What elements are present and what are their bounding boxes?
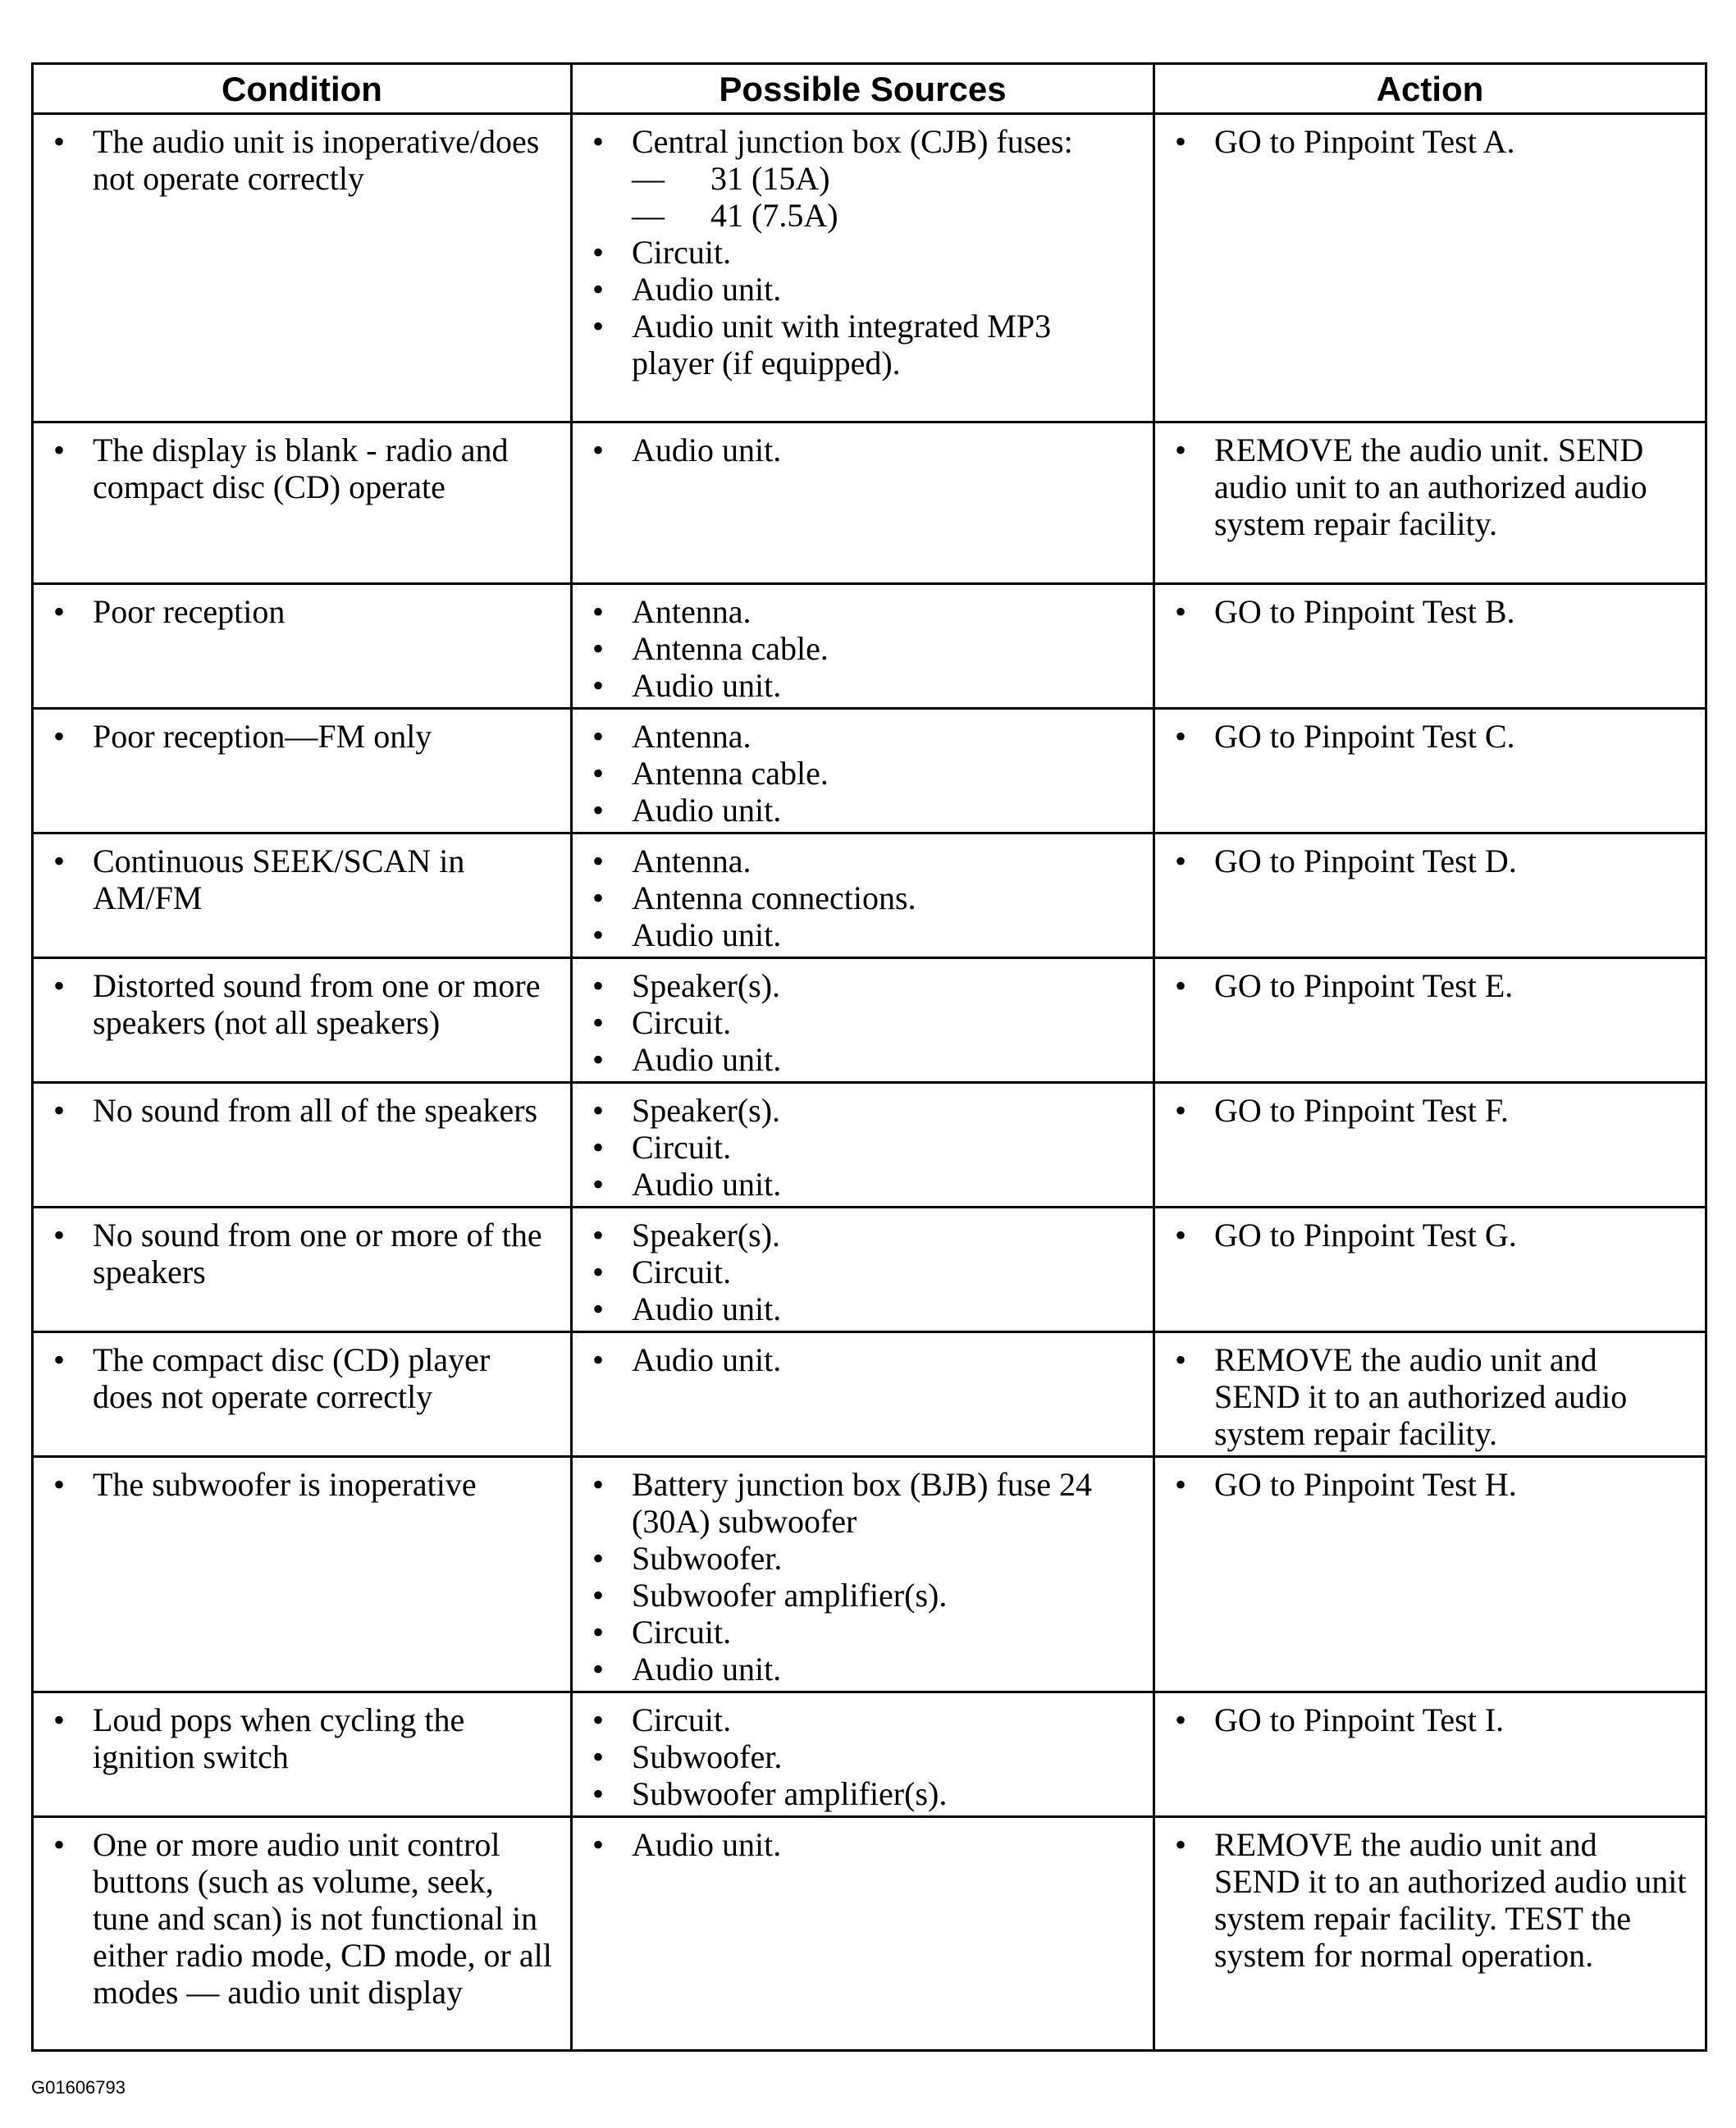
bullet-icon: •	[1175, 843, 1187, 879]
cell-possible-sources	[572, 958, 1154, 1083]
item-text: Audio unit.	[632, 271, 782, 308]
sub-item-text: 41 (7.5A)	[710, 197, 838, 234]
list-item	[1170, 843, 1690, 879]
list-item	[587, 1166, 1138, 1203]
item-text: GO to Pinpoint Test D.	[1214, 843, 1517, 879]
bullet-list	[1170, 1092, 1690, 1129]
list-item	[587, 718, 1138, 755]
bullet-list	[1170, 1826, 1690, 1974]
item-text: Subwoofer.	[632, 1540, 783, 1577]
list-item	[48, 1826, 555, 2011]
bullet-list	[48, 718, 555, 755]
bullet-list	[1170, 1341, 1690, 1452]
item-text: Audio unit.	[632, 1341, 782, 1378]
list-item	[1170, 718, 1690, 755]
bullet-list	[48, 1341, 555, 1415]
item-text: Audio unit.	[632, 792, 782, 829]
list-item	[48, 1217, 555, 1290]
bullet-icon: •	[592, 1738, 605, 1775]
list-item	[587, 271, 1138, 308]
cell-action	[1154, 958, 1706, 1083]
item-text: Antenna cable.	[632, 755, 829, 792]
bullet-icon: •	[53, 593, 66, 630]
bullet-icon: •	[1175, 1701, 1187, 1738]
bullet-icon: •	[592, 667, 605, 704]
cell-possible-sources	[572, 833, 1154, 958]
cell-condition	[33, 1083, 572, 1208]
list-item	[587, 1004, 1138, 1041]
item-text: REMOVE the audio unit. SEND audio unit to an authorized audio system repair facility.	[1214, 432, 1647, 542]
bullet-icon: •	[592, 1775, 605, 1812]
list-item	[587, 593, 1138, 630]
bullet-icon: •	[592, 1254, 605, 1290]
bullet-icon: •	[592, 1166, 605, 1203]
bullet-icon: •	[592, 123, 605, 160]
bullet-icon: •	[1175, 1341, 1187, 1378]
bullet-icon: •	[53, 1341, 66, 1378]
cell-action	[1154, 1817, 1706, 2051]
header-condition: Condition	[33, 64, 572, 114]
table-row	[33, 1457, 1706, 1692]
item-text: Audio unit.	[632, 667, 782, 704]
item-text: Antenna connections.	[632, 879, 916, 916]
list-item	[587, 1775, 1138, 1812]
list-item	[1170, 432, 1690, 542]
bullet-list	[587, 123, 1138, 381]
list-item	[48, 718, 555, 755]
sub-item	[632, 197, 1138, 234]
bullet-icon: •	[592, 1577, 605, 1614]
cell-condition	[33, 422, 572, 584]
bullet-icon: •	[592, 432, 605, 468]
list-item	[587, 667, 1138, 704]
item-text: Circuit.	[632, 1701, 732, 1738]
bullet-list	[587, 1466, 1138, 1687]
list-item	[587, 792, 1138, 829]
item-text: Audio unit.	[632, 916, 782, 953]
bullet-icon: •	[592, 234, 605, 271]
list-item	[587, 843, 1138, 879]
list-item	[48, 843, 555, 916]
bullet-list	[587, 1217, 1138, 1327]
bullet-icon: •	[592, 916, 605, 953]
item-text: Audio unit.	[632, 1290, 782, 1327]
bullet-list	[587, 1826, 1138, 1863]
item-text: GO to Pinpoint Test E.	[1214, 967, 1514, 1004]
bullet-icon: •	[592, 718, 605, 755]
bullet-list	[587, 593, 1138, 704]
item-text: Subwoofer amplifier(s).	[632, 1577, 948, 1614]
bullet-list	[48, 1826, 555, 2011]
bullet-icon: •	[592, 1614, 605, 1651]
bullet-icon: •	[592, 879, 605, 916]
item-text: Battery junction box (BJB) fuse 24 (30A) subwoofer	[632, 1466, 1093, 1540]
item-text: Speaker(s).	[632, 1217, 781, 1254]
item-text: The display is blank - radio and compact disc (CD) operate	[93, 432, 509, 505]
bullet-list	[1170, 593, 1690, 630]
bullet-icon: •	[592, 308, 605, 345]
item-text: Circuit.	[632, 234, 732, 271]
bullet-icon: •	[53, 432, 66, 468]
item-text: Speaker(s).	[632, 967, 781, 1004]
bullet-list	[48, 1701, 555, 1775]
list-item	[587, 1466, 1138, 1540]
list-item	[587, 879, 1138, 916]
bullet-icon: •	[592, 1290, 605, 1327]
item-text: Circuit.	[632, 1129, 732, 1166]
item-text: Poor reception	[93, 593, 286, 630]
item-text: Antenna.	[632, 593, 752, 630]
list-item	[1170, 1092, 1690, 1129]
list-item	[587, 1614, 1138, 1651]
item-text: REMOVE the audio unit and SEND it to an authorized audio system repair facility.	[1214, 1341, 1628, 1452]
bullet-list	[587, 967, 1138, 1078]
list-item	[587, 755, 1138, 792]
table-row	[33, 1208, 1706, 1332]
cell-condition	[33, 584, 572, 709]
bullet-icon: •	[592, 1341, 605, 1378]
bullet-list	[48, 967, 555, 1041]
item-text: Audio unit.	[632, 432, 782, 468]
bullet-list	[1170, 123, 1690, 160]
bullet-icon: •	[592, 1701, 605, 1738]
bullet-icon: •	[592, 843, 605, 879]
bullet-list	[48, 432, 555, 505]
list-item	[587, 1341, 1138, 1378]
item-text: Continuous SEEK/SCAN in AM/FM	[93, 843, 465, 916]
table-row	[33, 1083, 1706, 1208]
bullet-list	[587, 1341, 1138, 1378]
list-item	[587, 630, 1138, 667]
list-item	[587, 1701, 1138, 1738]
list-item	[587, 123, 1138, 234]
list-item	[587, 234, 1138, 271]
item-text: Poor reception—FM only	[93, 718, 432, 755]
list-item	[587, 1577, 1138, 1614]
dash-icon: —	[632, 197, 665, 234]
cell-action	[1154, 114, 1706, 422]
symptom-chart-table	[31, 62, 1707, 2052]
item-text: Subwoofer amplifier(s).	[632, 1775, 948, 1812]
cell-condition	[33, 1692, 572, 1817]
bullet-icon: •	[592, 1004, 605, 1041]
cell-action	[1154, 1083, 1706, 1208]
list-item	[1170, 1217, 1690, 1254]
bullet-icon: •	[592, 1540, 605, 1577]
header-row	[33, 64, 1706, 114]
bullet-icon: •	[53, 967, 66, 1004]
item-text: One or more audio unit control buttons (such as volume, seek, tune and scan) is not functional in either radio mode, CD mode, or all modes — audio unit display	[93, 1826, 552, 2011]
cell-possible-sources	[572, 709, 1154, 833]
item-text: Antenna cable.	[632, 630, 829, 667]
cell-possible-sources	[572, 1332, 1154, 1457]
list-item	[48, 967, 555, 1041]
list-item	[1170, 967, 1690, 1004]
bullet-list	[48, 843, 555, 916]
item-text: GO to Pinpoint Test I.	[1214, 1701, 1505, 1738]
item-text: Antenna.	[632, 843, 752, 879]
cell-condition	[33, 1457, 572, 1692]
list-item	[587, 916, 1138, 953]
bullet-icon: •	[592, 630, 605, 667]
bullet-list	[1170, 843, 1690, 879]
table-row	[33, 584, 1706, 709]
item-text: Loud pops when cycling the ignition switch	[93, 1701, 465, 1775]
table-row	[33, 1817, 1706, 2051]
cell-condition	[33, 958, 572, 1083]
item-text: GO to Pinpoint Test B.	[1214, 593, 1515, 630]
item-text: No sound from one or more of the speakers	[93, 1217, 542, 1290]
bullet-icon: •	[592, 1651, 605, 1687]
list-item	[587, 308, 1138, 381]
item-text: The audio unit is inoperative/does not operate correctly	[93, 123, 540, 197]
bullet-icon: •	[1175, 967, 1187, 1004]
bullet-list	[587, 718, 1138, 829]
bullet-icon: •	[1175, 718, 1187, 755]
bullet-list	[48, 593, 555, 630]
header-possible-sources: Possible Sources	[572, 64, 1154, 114]
cell-possible-sources	[572, 1692, 1154, 1817]
bullet-icon: •	[592, 1041, 605, 1078]
table-row	[33, 1332, 1706, 1457]
list-item	[1170, 1701, 1690, 1738]
bullet-list	[1170, 1701, 1690, 1738]
item-text: The subwoofer is inoperative	[93, 1466, 477, 1503]
bullet-icon: •	[592, 1129, 605, 1166]
dash-icon: —	[632, 160, 665, 197]
bullet-icon: •	[592, 1217, 605, 1254]
figure-id: G01606793	[31, 2077, 126, 2098]
bullet-icon: •	[1175, 593, 1187, 630]
table-row	[33, 709, 1706, 833]
bullet-icon: •	[592, 271, 605, 308]
cell-action	[1154, 584, 1706, 709]
list-item	[587, 1651, 1138, 1687]
bullet-list	[587, 432, 1138, 468]
bullet-list	[48, 1466, 555, 1503]
table-row	[33, 422, 1706, 584]
bullet-list	[587, 1701, 1138, 1812]
bullet-list	[1170, 432, 1690, 542]
table-row	[33, 114, 1706, 422]
list-item	[1170, 1466, 1690, 1503]
bullet-list	[48, 1092, 555, 1129]
item-text: Subwoofer.	[632, 1738, 783, 1775]
list-item	[587, 967, 1138, 1004]
item-text: Central junction box (CJB) fuses:	[632, 123, 1073, 160]
sub-item	[632, 160, 1138, 197]
cell-action	[1154, 1457, 1706, 1692]
bullet-list	[1170, 1466, 1690, 1503]
list-item	[1170, 593, 1690, 630]
cell-possible-sources	[572, 584, 1154, 709]
cell-condition	[33, 709, 572, 833]
bullet-list	[587, 843, 1138, 953]
bullet-icon: •	[592, 1092, 605, 1129]
list-item	[587, 1738, 1138, 1775]
bullet-list	[587, 1092, 1138, 1203]
bullet-icon: •	[53, 1701, 66, 1738]
list-item	[48, 1092, 555, 1129]
bullet-list	[48, 123, 555, 197]
list-item	[48, 1701, 555, 1775]
bullet-icon: •	[1175, 123, 1187, 160]
cell-possible-sources	[572, 114, 1154, 422]
bullet-icon: •	[1175, 1466, 1187, 1503]
cell-condition	[33, 833, 572, 958]
item-text: Audio unit.	[632, 1166, 782, 1203]
item-text: Distorted sound from one or more speakers (not all speakers)	[93, 967, 541, 1041]
bullet-icon: •	[592, 755, 605, 792]
item-text: GO to Pinpoint Test G.	[1214, 1217, 1517, 1254]
item-text: Audio unit.	[632, 1041, 782, 1078]
cell-possible-sources	[572, 1457, 1154, 1692]
bullet-icon: •	[53, 843, 66, 879]
cell-possible-sources	[572, 1817, 1154, 2051]
bullet-icon: •	[592, 593, 605, 630]
cell-condition	[33, 114, 572, 422]
bullet-icon: •	[592, 1826, 605, 1863]
cell-possible-sources	[572, 1083, 1154, 1208]
table-row	[33, 1692, 1706, 1817]
bullet-list	[1170, 967, 1690, 1004]
list-item	[48, 593, 555, 630]
list-item	[48, 123, 555, 197]
list-item	[1170, 1341, 1690, 1452]
cell-action	[1154, 1332, 1706, 1457]
bullet-icon: •	[53, 718, 66, 755]
bullet-icon: •	[1175, 432, 1187, 468]
item-text: REMOVE the audio unit and SEND it to an authorized audio unit system repair facility. TEST the system for normal operation.	[1214, 1826, 1687, 1974]
item-text: Audio unit with integrated MP3 player (if equipped).	[632, 308, 1052, 381]
sub-list	[632, 160, 1138, 234]
item-text: Circuit.	[632, 1004, 732, 1041]
cell-condition	[33, 1817, 572, 2051]
item-text: Audio unit.	[632, 1651, 782, 1687]
table-row	[33, 833, 1706, 958]
cell-condition	[33, 1208, 572, 1332]
bullet-icon: •	[1175, 1092, 1187, 1129]
list-item	[587, 432, 1138, 468]
list-item	[48, 1341, 555, 1415]
list-item	[48, 1466, 555, 1503]
list-item	[587, 1041, 1138, 1078]
item-text: Circuit.	[632, 1614, 732, 1651]
list-item	[587, 1290, 1138, 1327]
bullet-icon: •	[53, 123, 66, 160]
cell-action	[1154, 833, 1706, 958]
cell-action	[1154, 709, 1706, 833]
list-item	[1170, 1826, 1690, 1974]
bullet-icon: •	[53, 1092, 66, 1129]
bullet-list	[1170, 1217, 1690, 1254]
cell-action	[1154, 1692, 1706, 1817]
item-text: GO to Pinpoint Test F.	[1214, 1092, 1509, 1129]
table-body	[33, 114, 1706, 2051]
cell-action	[1154, 1208, 1706, 1332]
bullet-icon: •	[53, 1826, 66, 1863]
table-row	[33, 958, 1706, 1083]
item-text: The compact disc (CD) player does not operate correctly	[93, 1341, 491, 1415]
cell-possible-sources	[572, 422, 1154, 584]
list-item	[48, 432, 555, 505]
bullet-icon: •	[592, 967, 605, 1004]
item-text: Antenna.	[632, 718, 752, 755]
item-text: Speaker(s).	[632, 1092, 781, 1129]
bullet-icon: •	[53, 1217, 66, 1254]
bullet-list	[1170, 718, 1690, 755]
list-item	[587, 1092, 1138, 1129]
item-text: No sound from all of the speakers	[93, 1092, 538, 1129]
bullet-icon: •	[592, 1466, 605, 1503]
sub-item-text: 31 (15A)	[710, 160, 830, 197]
cell-action	[1154, 422, 1706, 584]
bullet-icon: •	[1175, 1826, 1187, 1863]
bullet-icon: •	[53, 1466, 66, 1503]
cell-possible-sources	[572, 1208, 1154, 1332]
list-item	[587, 1826, 1138, 1863]
list-item	[587, 1540, 1138, 1577]
list-item	[587, 1129, 1138, 1166]
list-item	[587, 1217, 1138, 1254]
header-action: Action	[1154, 64, 1706, 114]
item-text: GO to Pinpoint Test C.	[1214, 718, 1515, 755]
bullet-list	[48, 1217, 555, 1290]
cell-condition	[33, 1332, 572, 1457]
list-item	[1170, 123, 1690, 160]
bullet-icon: •	[592, 792, 605, 829]
item-text: GO to Pinpoint Test H.	[1214, 1466, 1517, 1503]
item-text: Circuit.	[632, 1254, 732, 1290]
item-text: Audio unit.	[632, 1826, 782, 1863]
item-text: GO to Pinpoint Test A.	[1214, 123, 1515, 160]
list-item	[587, 1254, 1138, 1290]
bullet-icon: •	[1175, 1217, 1187, 1254]
